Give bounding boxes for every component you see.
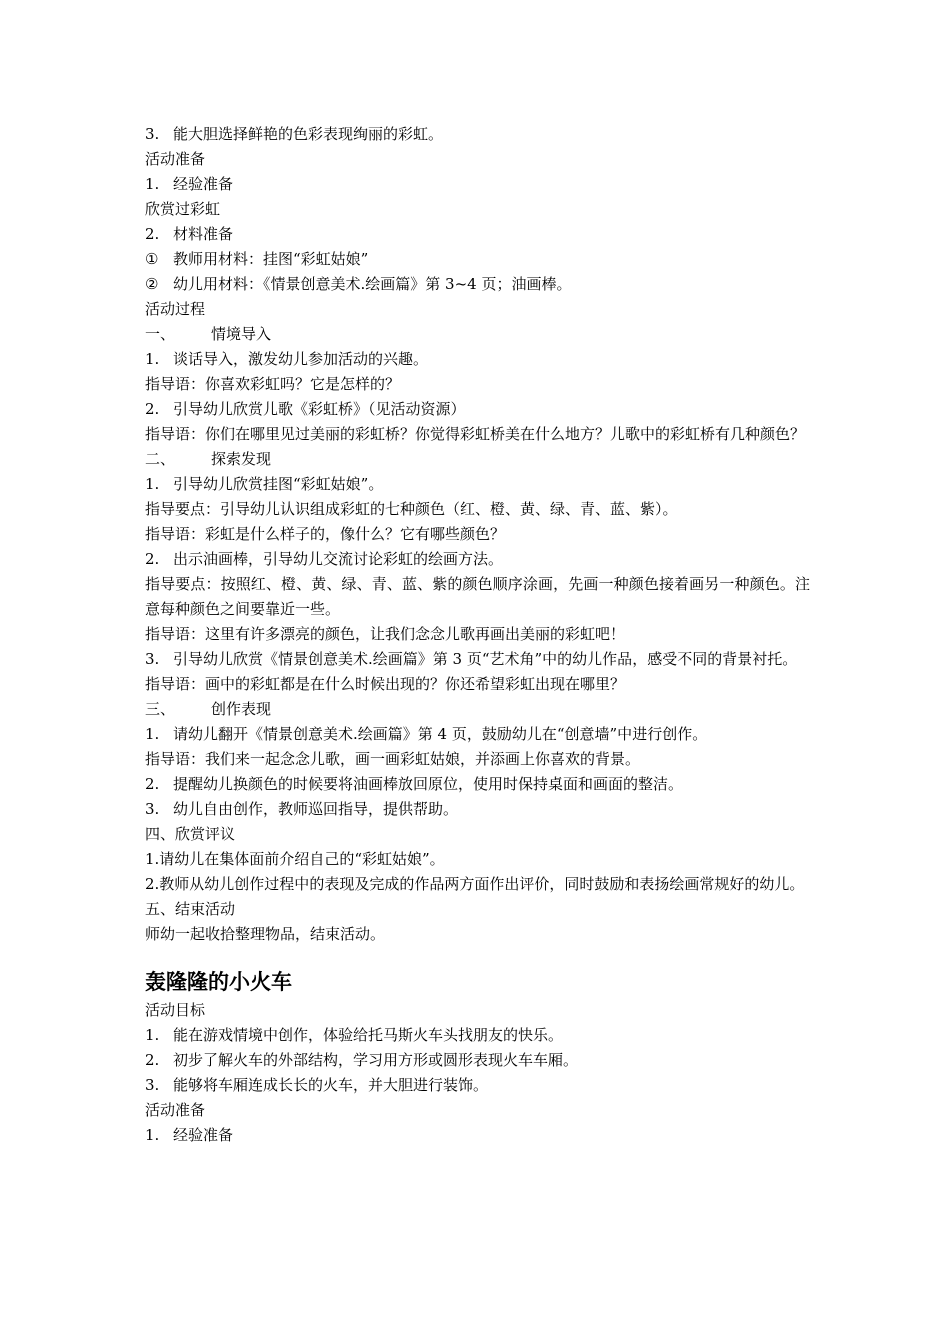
- subsection-heading: 五、结束活动: [145, 900, 236, 918]
- section-heading: 活动准备: [145, 1101, 206, 1119]
- list-item: 2. 材料准备: [145, 225, 234, 243]
- list-item: 1. 谈话导入，激发幼儿参加活动的兴趣。: [145, 350, 429, 368]
- list-item: 1. 引导幼儿欣赏挂图“彩虹姑娘”。: [145, 475, 384, 493]
- lesson-title: 轰隆隆的小火车: [145, 970, 292, 994]
- guidance-text: 指导语：彩虹是什么样子的，像什么？它有哪些颜色？: [145, 525, 506, 543]
- goal-item: 3. 能大胆选择鲜艳的色彩表现绚丽的彩虹。: [145, 125, 444, 143]
- section-heading: 活动准备: [145, 150, 206, 168]
- goal-item: 2. 初步了解火车的外部结构，学习用方形或圆形表现火车车厢。: [145, 1051, 579, 1069]
- material-item: ① 教师用材料：挂图“彩虹姑娘”: [145, 250, 369, 268]
- guidance-text: 指导语：这里有许多漂亮的颜色，让我们念念儿歌再画出美丽的彩虹吧！: [145, 625, 626, 643]
- subsection-heading: 一、 情境导入: [145, 325, 272, 343]
- guidance-point: 指导要点：按照红、橙、黄、绿、青、蓝、紫的颜色顺序涂画，先画一种颜色接着画另一种颜色。注意每种颜色之间要靠近一些。: [145, 575, 810, 618]
- list-item: 3. 幼儿自由创作，教师巡回指导，提供帮助。: [145, 800, 459, 818]
- guidance-text: 指导语：我们来一起念念儿歌，画一画彩虹姑娘，并添画上你喜欢的背景。: [145, 750, 641, 768]
- subsection-heading: 三、 创作表现: [145, 700, 272, 718]
- section-heading: 活动过程: [145, 300, 206, 318]
- section-heading: 活动目标: [145, 1001, 206, 1019]
- list-item: 1. 请幼儿翻开《情景创意美术.绘画篇》第 4 页，鼓励幼儿在“创意墙”中进行创作。: [145, 725, 708, 743]
- guidance-text: 指导语：你喜欢彩虹吗？它是怎样的？: [145, 375, 401, 393]
- paragraph: 1.请幼儿在集体面前介绍自己的“彩虹姑娘”。: [145, 850, 445, 868]
- guidance-text: 指导语：你们在哪里见过美丽的彩虹桥？你觉得彩虹桥美在什么地方？儿歌中的彩虹桥有几种颜色？: [145, 425, 806, 443]
- list-item: 2. 提醒幼儿换颜色的时候要将油画棒放回原位，使用时保持桌面和画面的整洁。: [145, 775, 684, 793]
- subsection-heading: 四、欣赏评议: [145, 825, 236, 843]
- paragraph: 2.教师从幼儿创作过程中的表现及完成的作品两方面作出评价，同时鼓励和表扬绘画常规好的幼儿。: [145, 875, 805, 893]
- list-item: 1. 经验准备: [145, 175, 234, 193]
- list-item: 1. 经验准备: [145, 1126, 234, 1144]
- list-item: 3. 引导幼儿欣赏《情景创意美术.绘画篇》第 3 页“艺术角”中的幼儿作品，感受不同的背景衬托。: [145, 650, 798, 668]
- list-item: 2. 出示油画棒，引导幼儿交流讨论彩虹的绘画方法。: [145, 550, 504, 568]
- guidance-text: 指导语：画中的彩虹都是在什么时候出现的？你还希望彩虹出现在哪里？: [145, 675, 626, 693]
- list-item: 2. 引导幼儿欣赏儿歌《彩虹桥》（见活动资源）: [145, 400, 466, 418]
- paragraph: 欣赏过彩虹: [145, 200, 221, 218]
- document-body: [145, 122, 810, 1148]
- goal-item: 1. 能在游戏情境中创作，体验给托马斯火车头找朋友的快乐。: [145, 1026, 564, 1044]
- goal-item: 3. 能够将车厢连成长长的火车，并大胆进行装饰。: [145, 1076, 489, 1094]
- subsection-heading: 二、 探索发现: [145, 450, 272, 468]
- spacer: [145, 947, 810, 966]
- guidance-point: 指导要点：引导幼儿认识组成彩虹的七种颜色（红、橙、黄、绿、青、蓝、紫）。: [145, 500, 678, 518]
- paragraph: 师幼一起收拾整理物品，结束活动。: [145, 925, 386, 943]
- material-item: ② 幼儿用材料：《情景创意美术.绘画篇》第 3~4 页；油画棒。: [145, 275, 572, 293]
